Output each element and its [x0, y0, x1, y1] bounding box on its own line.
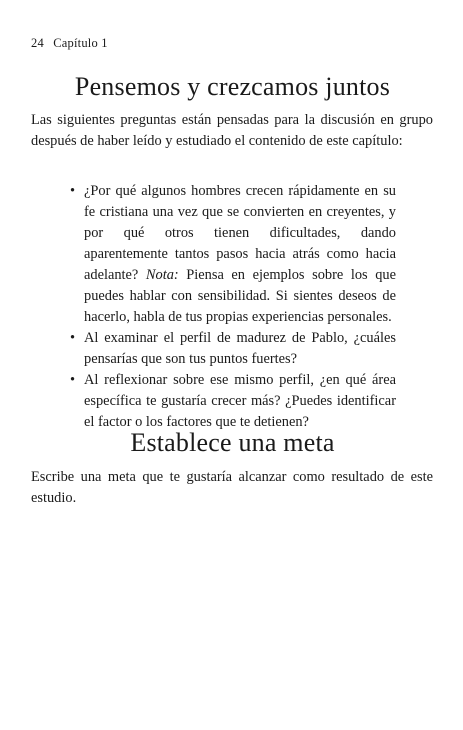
- bullet-icon: •: [70, 183, 76, 199]
- question-text: ¿Por qué algunos hombres crecen rápidamente en su fe cristiana una vez que se convierten en creyentes, y por qué otros tienen dificultades, dando aparentemente tantos pasos hacia atrás como hacia adelante?: [84, 183, 396, 283]
- list-item: [70, 370, 396, 433]
- note-text: Piensa en ejemplos sobre los que puedes hablar con sensibilidad. Si sientes deseos de hacerlo, habla de tus propias experiencias personales.: [84, 267, 397, 325]
- list-item: [70, 181, 396, 328]
- chapter-label: Capítulo 1: [53, 36, 108, 50]
- bullet-icon: •: [70, 372, 76, 388]
- intro-paragraph: Las siguientes preguntas están pensadas para la discusión en grupo después de haber leído y estudiado el contenido de este capítulo:: [31, 112, 433, 149]
- question-text: Al examinar el perfil de madurez de Pablo, ¿cuáles pensarías que son tus puntos fuertes?: [84, 330, 396, 367]
- list-item: [70, 328, 396, 370]
- note-label: Nota:: [145, 267, 179, 283]
- running-head: [31, 36, 108, 51]
- bullet-icon: •: [70, 330, 76, 346]
- section-title-discussion: Pensemos y crezcamos juntos: [74, 72, 391, 101]
- goal-paragraph: Escribe una meta que te gustaría alcanzar como resultado de este estudio.: [31, 469, 433, 506]
- section-title-goal: Establece una meta: [130, 428, 335, 457]
- page-number: 24: [31, 36, 44, 50]
- question-list: [70, 181, 396, 433]
- question-text: Al reflexionar sobre ese mismo perfil, ¿en qué área específica te gustaría crecer más? ¿Puedes identificar el factor o los factores que te detienen?: [84, 372, 396, 430]
